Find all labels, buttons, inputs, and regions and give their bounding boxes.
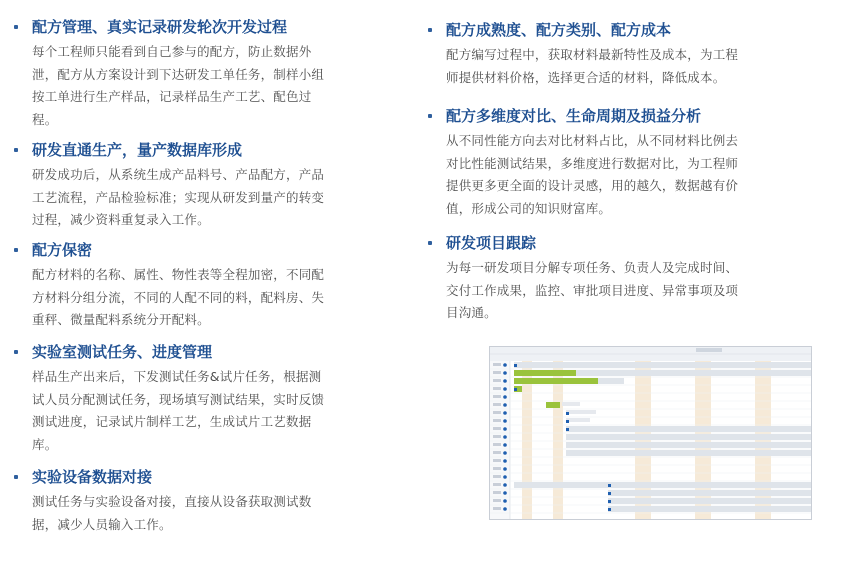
gantt-task-label xyxy=(562,402,580,406)
body-line: 交付工作成果，监控、审批项目进度、异常事项及项 xyxy=(446,282,739,298)
bullet-icon xyxy=(428,28,432,32)
gantt-header-month-label xyxy=(696,348,722,352)
body-line: 泄，配方从方案设计到下达研发工单任务，制样小组 xyxy=(32,66,325,82)
body-line: 过程，减少资料重复录入工作。 xyxy=(32,212,210,228)
body-line: 工艺流程，产品检验标准；实现从研发到量产的转变 xyxy=(32,189,325,205)
bullet-icon xyxy=(428,114,432,118)
section-heading: 研发项目跟踪 xyxy=(446,234,537,252)
body-line: 目沟通。 xyxy=(446,305,497,321)
body-line: 按工单进行生产样品，记录样品生产工艺、配色过 xyxy=(32,89,312,105)
gantt-chart-graphic xyxy=(490,347,811,519)
gantt-task-bar xyxy=(566,450,811,456)
section-body xyxy=(446,44,816,89)
section-equipment-data xyxy=(14,467,406,536)
body-line: 值，形成公司的知识财富库。 xyxy=(446,200,612,216)
body-line: 试人员分配测试任务，现场填写测试结果，实时反馈 xyxy=(32,391,325,407)
body-line: 据，减少人员输入工作。 xyxy=(32,516,172,532)
bullet-icon xyxy=(14,248,18,252)
gantt-task-bar xyxy=(514,362,811,368)
body-line: 从不同性能方向去对比材料占比，从不同材料比例去 xyxy=(446,133,739,148)
body-line: 方材料分组分流，不同的人配不同的料，配料房、失 xyxy=(32,289,325,305)
section-body xyxy=(446,130,816,220)
section-heading: 研发直通生产，量产数据库形成 xyxy=(32,141,243,159)
body-line: 提供更多更全面的设计灵感，用的越久，数据越有价 xyxy=(446,178,739,194)
gantt-task-bar xyxy=(514,482,811,488)
gantt-task-bar xyxy=(608,490,811,496)
gantt-task-bar xyxy=(566,434,811,440)
section-heading: 配方多维度对比、生命周期及损益分析 xyxy=(446,107,702,125)
gantt-task-label xyxy=(566,418,590,422)
gantt-task-bar xyxy=(546,402,560,408)
body-line: 研发成功后，从系统生成产品料号、产品配方，产品 xyxy=(32,167,325,182)
bullet-icon xyxy=(14,475,18,479)
section-body xyxy=(32,41,406,131)
body-line: 配方材料的名称、属性、物性表等全程加密，不同配 xyxy=(32,267,325,282)
gantt-task-bar xyxy=(608,498,811,504)
section-project-tracking xyxy=(428,233,816,325)
gantt-task-label xyxy=(566,410,596,414)
section-formula-confidential xyxy=(14,240,406,332)
section-body xyxy=(32,164,406,232)
section-heading: 实验室测试任务、进度管理 xyxy=(32,343,213,361)
body-line: 对比性能测试结果，多维度进行数据对比，为工程师 xyxy=(446,155,739,171)
section-body xyxy=(32,366,406,456)
gantt-task-bar xyxy=(566,426,811,432)
body-line: 测试任务与实验设备对接，直接从设备获取测试数 xyxy=(32,494,312,509)
section-body xyxy=(446,257,816,325)
section-body xyxy=(32,264,406,332)
section-body xyxy=(32,491,406,536)
section-heading: 配方保密 xyxy=(32,241,93,259)
section-formula-management xyxy=(14,17,406,131)
gantt-task-bar xyxy=(608,506,811,512)
bullet-icon xyxy=(14,25,18,29)
body-line: 配方编写过程中，获取材料最新特性及成本，为工程 xyxy=(446,47,739,62)
gantt-task-bar xyxy=(514,378,598,384)
body-line: 库。 xyxy=(32,436,58,452)
body-line: 程。 xyxy=(32,111,58,127)
body-line: 重秤、微量配料系统分开配料。 xyxy=(32,312,210,328)
gantt-task-bar xyxy=(514,370,576,376)
body-line: 样品生产出来后，下发测试任务&试片任务，根据测 xyxy=(32,369,322,384)
section-heading: 配方管理、真实记录研发轮次开发过程 xyxy=(32,18,288,36)
section-heading: 实验设备数据对接 xyxy=(32,468,153,486)
bullet-icon xyxy=(428,241,432,245)
section-formula-maturity xyxy=(428,20,816,89)
section-lab-test-tasks xyxy=(14,342,406,456)
body-line: 为每一研发项目分解专项任务、负责人及完成时间、 xyxy=(446,260,739,275)
bullet-icon xyxy=(14,350,18,354)
gantt-task-bar xyxy=(566,442,811,448)
section-heading: 配方成熟度、配方类别、配方成本 xyxy=(446,21,672,39)
section-multi-dimension xyxy=(428,106,816,220)
gantt-task-bar xyxy=(576,370,811,376)
section-rd-to-production xyxy=(14,140,406,232)
gantt-chart-screenshot xyxy=(489,346,812,520)
body-line: 每个工程师只能看到自己参与的配方，防止数据外 xyxy=(32,44,312,59)
bullet-icon xyxy=(14,148,18,152)
body-line: 测试进度，记录试片制样工艺，生成试片工艺数据 xyxy=(32,414,312,430)
body-line: 师提供材料价格，选择更合适的材料，降低成本。 xyxy=(446,69,726,85)
gantt-task-bar xyxy=(598,378,624,384)
